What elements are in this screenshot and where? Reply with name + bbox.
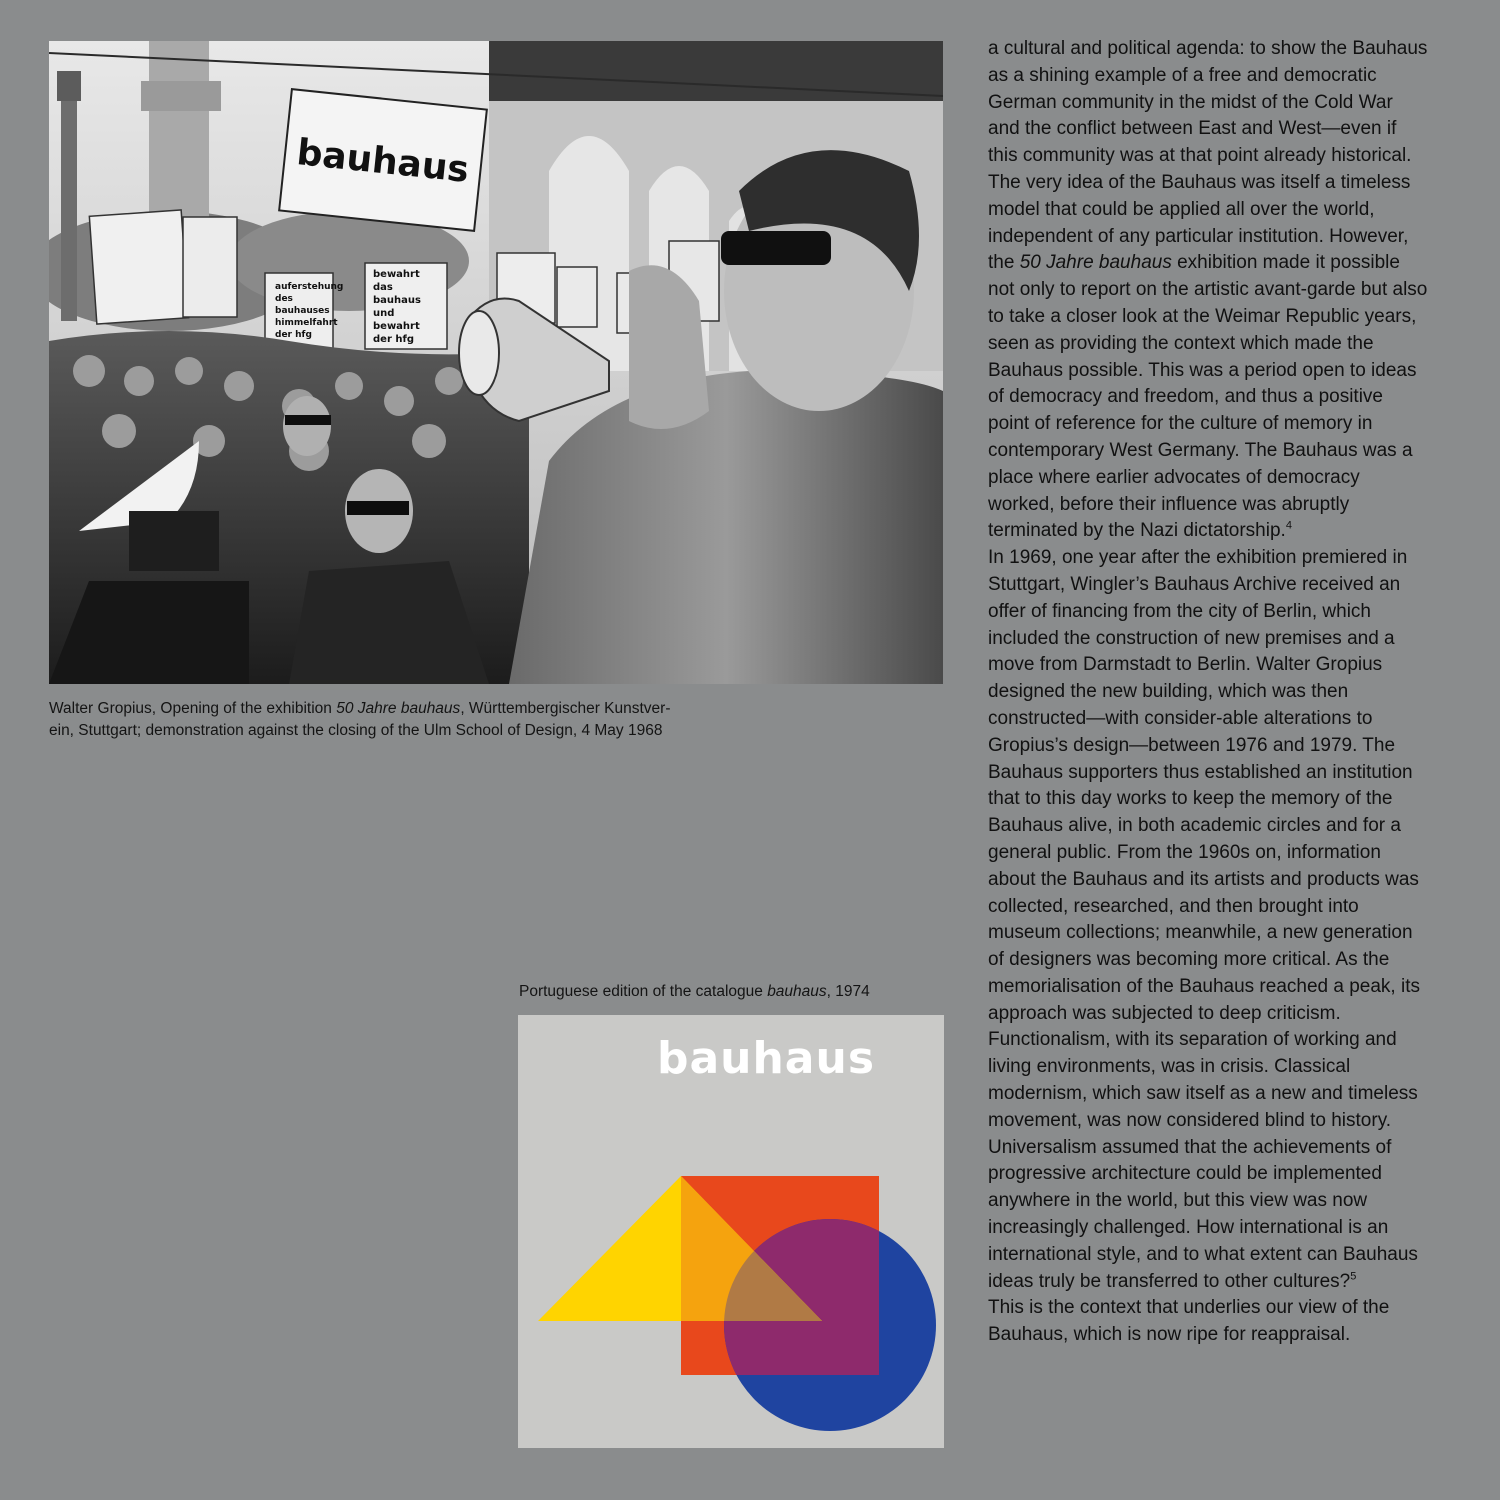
photo-illustration [49,41,943,684]
cover-caption-part: , 1974 [826,983,870,1000]
cover-caption-italic: bauhaus [767,983,827,1000]
placard-line: auferstehung [275,282,344,292]
placard-line: der hfg [275,330,312,340]
cover-caption-part: Portuguese edition of the catalogue [519,983,768,1000]
photo-caption-part: Walter Gropius, Opening of the exhibition [49,700,337,717]
body-text-italic: 50 Jahre bauhaus [1019,252,1172,274]
placard-line: bauhaus [373,295,421,306]
photo-caption-part: , Württembergischer Kunstver- [460,700,671,717]
cover-artwork [518,1015,944,1448]
body-paragraph-3: This is the context that underlies our view of the Bauhaus, which is now ripe for reappraisal. [988,1297,1390,1346]
bauhaus-sign-text: bauhaus [294,132,471,191]
body-text-run: In 1969, one year after the exhibition premiered in Stuttgart, Wingler’s Bauhaus Archive received an offer of financing from the city of Berlin, which included the construction of new premises and a move from Darmstadt to Berlin. Walter Gropius designed the new building, which was then constructed—with consider-able alterations to Gropius’s design—between 1976 and 1979. The Bauhaus supporters thus established an institution that to this day works to keep the memory of the Bauhaus alive, in both academic circles and for a general public. From the 1960s on, information about the Bauhaus and its artists and products was collected, researched, and then brought into museum collections; meanwhile, a new generation of designers was becoming more critical. As the memorialisation of the Bauhaus reached a peak, its approach was subjected to deep criticism. Functionalism, with its separation of working and living environments, was in crisis. Classical modernism, which saw itself as a new and timeless movement, was now considered blind to history. Universalism assumed that the achievements of progressive architecture could be implemented anywhere in the world, but this view was now increasingly challenged. How international is an international style, and to what extent can Bauhaus ideas truly be transferred to other cultures? [988,547,1420,1292]
body-paragraph-1 [988,36,1428,545]
footnote-ref: 5 [1350,1270,1357,1283]
body-text-run: a cultural and political agenda: to show the Bauhaus as a shining example of a free and democratic German community in the midst of the Cold War and the conflict between East and West—even if this community was at that point already historical. The very idea of the Bauhaus was itself a timeless model that could be applied all over the world, independent of any particular institution. However, the [988,38,1428,274]
placard-line: bauhauses [275,306,330,316]
placard-line: das [373,282,393,293]
placard-line: der hfg [373,334,414,345]
body-text [988,36,1428,1349]
catalogue-cover [518,1015,944,1448]
placard-line: himmelfahrt [275,318,338,328]
photo-caption [49,698,769,742]
cover-title: bauhaus [656,1033,876,1084]
placard-line: bewahrt [373,269,420,280]
photo-caption-italic: 50 Jahre bauhaus [336,700,461,717]
body-text-run: exhibition made it possible not only to report on the artistic avant-garde but also to take a closer look at the Weimar Republic years, seen as providing the context which made the Bauhaus possible. This was a period open to ideas of democracy and freedom, and thus a positive point of reference for the culture of memory in contemporary West Germany. The Bauhaus was a place where earlier advocates of democracy worked, before their influence was abruptly terminated by the Nazi dictatorship. [988,252,1428,542]
body-paragraph-2 [988,545,1428,1295]
footnote-ref: 4 [1285,520,1292,533]
gropius-photo [49,41,943,684]
placard-line: bewahrt [373,321,420,332]
photo-caption-line2: ein, Stuttgart; demonstration against the closing of the Ulm School of Design, 4 May 1968 [49,722,663,739]
placard-line: des [275,294,293,304]
placard-line: und [373,308,395,319]
cover-caption [519,981,949,1003]
